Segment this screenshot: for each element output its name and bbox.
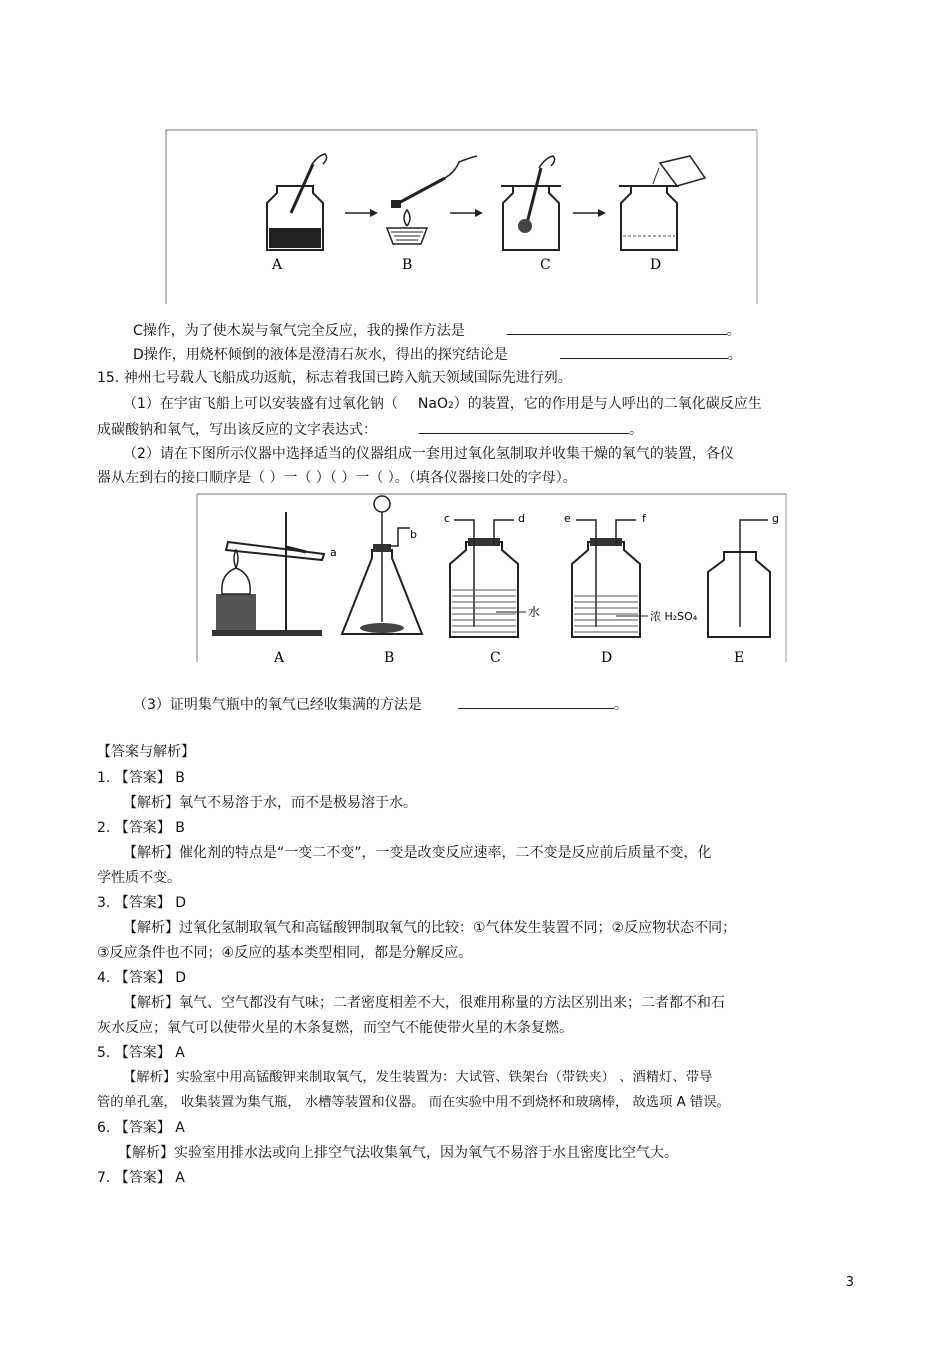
explanation-3-line1: 【解析】过氧化氢制取氧气和高锰酸钾制取氧气的比较：①气体发生装置不同；②反应物状态不同；: [123, 920, 737, 936]
jar-d-icon: [619, 156, 705, 250]
q15-part1-line1: （1）在宇宙飞船上可以安装盛有过氧化钠（ NaO2）的装置，它的作用是与人呼出的二氧化碳反应生: [123, 396, 762, 412]
q15-part2-line1: （2）请在下图所示仪器中选择适当的仪器组成一套用过氧化氢制取并收集干燥的氧气的装置，各仪: [123, 446, 734, 462]
explanation-5-line2: 管的单孔塞， 收集装置为集气瓶， 水槽等装置和仪器。 而在实验中用不到烧杯和玻璃棒， 故选项 A 错误。: [97, 1095, 730, 1110]
apparatus-e-icon: [708, 512, 779, 637]
q15-title: 15. 神州七号载人飞船成功返航，标志着我国已跨入航天领域国际先进行列。: [97, 370, 572, 386]
svg-text:e: e: [564, 512, 571, 525]
explanation-2-line1: 【解析】催化剂的特点是“一变二不变”，一变是改变反应速率，二不变是反应前后质量不变，化: [123, 845, 712, 861]
explanation-2-line2: 学性质不变。: [97, 870, 181, 886]
q15-part3-line: （3）证明集气瓶中的氧气已经收集满的方法是 。: [133, 694, 628, 714]
answer-4: 4. 【答案】 D: [97, 970, 187, 986]
svg-text:f: f: [642, 512, 646, 525]
acid-label: 浓 H₂SO₄: [650, 610, 698, 623]
explanation-1: 【解析】氧气不易溶于水，而不是极易溶于水。: [123, 795, 417, 811]
jar-c-icon: [501, 156, 561, 250]
svg-text:d: d: [518, 512, 525, 525]
q14-d-line: D操作，用烧杯倾倒的液体是澄清石灰水，得出的探究结论是 。: [133, 344, 742, 364]
apparatus-d-icon: [564, 512, 698, 637]
explanation-4-line2: 灰水反应；氧气可以使带火星的木条复燃，而空气不能使带火星的木条复燃。: [97, 1020, 573, 1036]
figure2-label-e: E: [734, 650, 745, 666]
figure1-label-b: B: [402, 257, 413, 273]
q15-part1-line2: 成碳酸钠和氧气，写出该反应的文字表达式： 。: [97, 419, 643, 439]
figure-charcoal-experiment: [165, 128, 760, 308]
answers-heading: 【答案与解析】: [97, 744, 195, 760]
q15-part2-line2: 器从左到右的接口顺序是（ ）一（ ）（ ）一（ ）。（填各仪器接口处的字母）。: [97, 470, 577, 486]
answer-5: 5. 【答案】 A: [97, 1045, 185, 1061]
figure1-label-d: D: [650, 257, 662, 273]
explanation-5-line1: 【解析】实验室中用高锰酸钾来制取氧气，发生装置为：大试管、铁架台（带铁夹） 、酒精灯、带导: [123, 1070, 713, 1085]
q14-d-blank[interactable]: [560, 344, 728, 359]
water-label: 水: [528, 605, 541, 619]
svg-text:b: b: [410, 528, 417, 541]
svg-text:a: a: [330, 546, 337, 559]
explanation-3-line2: ③反应条件也不同；④反应的基本类型相同，都是分解反应。: [97, 945, 473, 961]
explanation-4-line1: 【解析】氧气、空气都没有气味；二者密度相差不大，很难用称量的方法区别出来；二者都不和石: [123, 995, 725, 1011]
figure2-label-c: C: [490, 650, 501, 666]
figure-apparatus: [196, 492, 788, 668]
apparatus-c-icon: [444, 512, 540, 637]
apparatus-b-icon: [342, 496, 422, 634]
page-number: 3: [845, 1275, 854, 1290]
answer-1: 1. 【答案】 B: [97, 770, 185, 786]
q15-part1-blank[interactable]: [419, 419, 629, 434]
q15-part3-blank[interactable]: [458, 694, 614, 709]
answer-7: 7. 【答案】 A: [97, 1170, 185, 1186]
q14-c-line: C操作，为了使木炭与氧气完全反应，我的操作方法是 。: [133, 320, 741, 340]
answer-2: 2. 【答案】 B: [97, 820, 185, 836]
answer-6: 6. 【答案】 A: [97, 1120, 185, 1136]
explanation-6: 【解析】实验室用排水法或向上排空气法收集氧气，因为氧气不易溶于水且密度比空气大。: [118, 1145, 678, 1161]
figure2-label-a: A: [274, 650, 285, 666]
answer-3: 3. 【答案】 D: [97, 895, 187, 911]
apparatus-a-icon: [212, 512, 337, 636]
figure1-label-c: C: [540, 257, 551, 273]
figure1-label-a: A: [272, 257, 283, 273]
figure2-label-b: B: [384, 650, 395, 666]
q14-c-blank[interactable]: [507, 320, 727, 335]
burner-b-icon: [387, 156, 477, 244]
figure2-label-d: D: [601, 650, 613, 666]
svg-text:g: g: [772, 512, 779, 525]
svg-text:c: c: [444, 512, 451, 525]
jar-a-icon: [267, 154, 327, 250]
